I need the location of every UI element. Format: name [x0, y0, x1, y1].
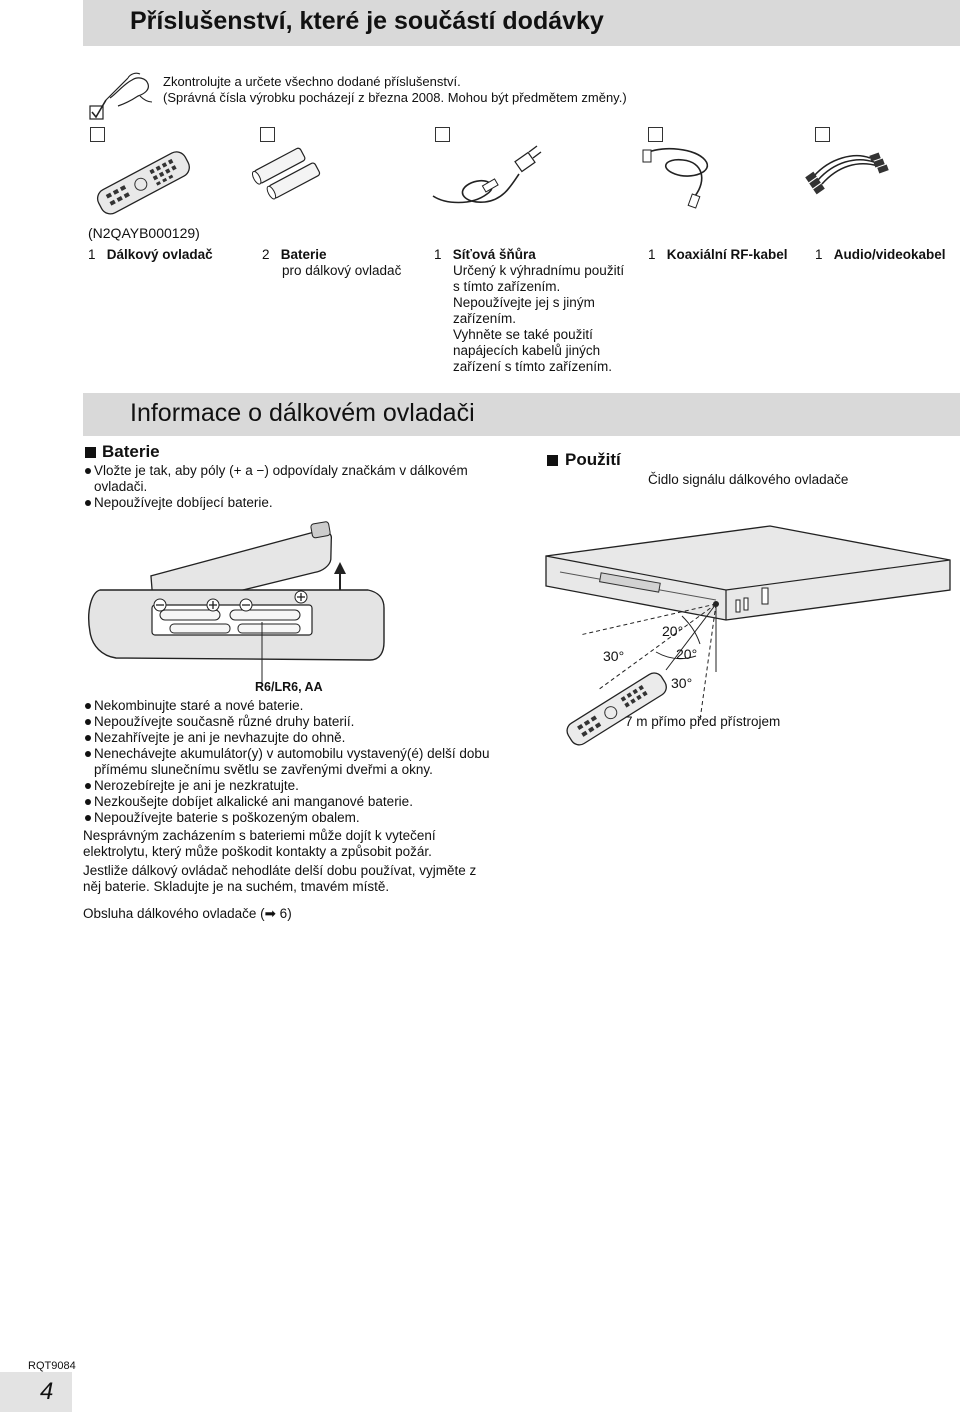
leak-note-line: elektrolytu, který může poškodit kontakty a způsobit požár.	[83, 844, 432, 859]
warning-item-cont: přímému slunečnímu světlu se zavřenými dveřmi a okny.	[94, 762, 433, 777]
distance-label: 7 m přímo před přístrojem	[625, 714, 781, 729]
intro-line-1: Zkontrolujte a určete všechno dodané příslušenství.	[163, 74, 461, 89]
square-bullet-icon	[85, 447, 96, 458]
accessory-name: Síťová šňůra	[452, 247, 536, 262]
accessory-qty: 1	[88, 247, 96, 262]
batteries-illustration	[250, 148, 325, 198]
instruction-item: Vložte je tak, aby póly (+ a −) odpovídaly značkám v dálkovém	[85, 463, 468, 479]
warning-item: Nezahřívejte je ani je nevhazujte do ohně.	[85, 730, 489, 746]
accessory-qty: 2	[262, 247, 270, 262]
angle-down-label: 20°	[676, 646, 698, 662]
accessory-name: Dálkový ovladač	[106, 247, 213, 262]
leak-note-line: Nesprávným zacházením s bateriemi může dojít k vytečení	[83, 828, 436, 843]
batteries-instructions	[85, 463, 468, 511]
batteries-heading: Baterie	[102, 442, 160, 461]
accessory-desc: s tímto zařízením.	[453, 279, 561, 294]
section-title: Informace o dálkovém ovladači	[130, 399, 475, 427]
accessory-desc: Nepoužívejte jej s jiným	[453, 295, 595, 310]
accessory-name: Audio/videokabel	[833, 247, 946, 262]
warning-item: Nezkoušejte dobíjet alkalické ani manganové baterie.	[85, 794, 489, 810]
instruction-item: Nepoužívejte dobíjecí baterie.	[85, 495, 468, 511]
checkbox-remote[interactable]	[90, 127, 105, 142]
remote-part-number: (N2QAYB000129)	[88, 225, 200, 241]
power-cord-illustration	[425, 138, 545, 213]
square-bullet-icon	[547, 455, 558, 466]
intro-text	[163, 74, 627, 106]
page-title: Příslušenství, které je součástí dodávky	[130, 7, 604, 35]
remove-note-line: Jestliže dálkový ovládač nehodláte delší dobu používat, vyjměte z	[83, 863, 477, 878]
warning-item: Nepoužívejte baterie s poškozeným obalem.	[85, 810, 489, 826]
warning-item: Nekombinujte staré a nové baterie.	[85, 698, 489, 714]
av-cable-illustration	[800, 140, 890, 200]
check-hand-icon	[88, 70, 158, 122]
accessory-rf-cable	[648, 247, 788, 263]
accessory-desc: pro dálkový ovladač	[282, 263, 402, 278]
warning-item: Nepoužívejte současně různé druhy baterií.	[85, 714, 489, 730]
instruction-item-cont: ovladači.	[94, 479, 148, 494]
sensor-label: Čidlo signálu dálkového ovladače	[648, 472, 849, 487]
accessory-qty: 1	[815, 247, 823, 262]
angle-up-label: 20°	[662, 623, 684, 639]
remote-operation-ref[interactable]: Obsluha dálkového ovladače (➡ 6)	[83, 906, 292, 921]
accessory-desc: zařízení s tímto zařízením.	[453, 359, 613, 374]
accessory-qty: 1	[648, 247, 656, 262]
accessory-remote	[88, 247, 213, 263]
leak-note	[83, 828, 436, 860]
accessory-desc: zařízením.	[453, 311, 517, 326]
intro-line-2: (Správná čísla výrobku pocházejí z března 2008. Mohou být předmětem změny.)	[163, 90, 627, 105]
accessory-av-cable	[815, 247, 946, 263]
accessory-power-cord	[434, 247, 624, 375]
accessory-qty: 1	[434, 247, 442, 262]
page-number: 4	[40, 1378, 54, 1405]
angle-right-label: 30°	[671, 675, 693, 691]
document-code: RQT9084	[28, 1360, 76, 1372]
remote-usage-illustration	[540, 520, 960, 740]
accessory-desc: napájecích kabelů jiných	[453, 343, 601, 358]
battery-insertion-illustration	[80, 510, 390, 688]
remote-control-illustration	[88, 150, 198, 215]
checkbox-batteries[interactable]	[260, 127, 275, 142]
remove-note-line: něj baterie. Skladujte je na suchém, tmavém místě.	[83, 879, 390, 894]
remove-note	[83, 863, 476, 895]
warning-item: Nenechávejte akumulátor(y) v automobilu vystavený(é) delší dobu	[85, 746, 489, 762]
warning-item: Nerozebírejte je ani je nezkratujte.	[85, 778, 489, 794]
rf-cable-illustration	[635, 140, 725, 215]
usage-heading: Použití	[565, 450, 621, 469]
page-number-box	[0, 1372, 72, 1412]
battery-type-label: R6/LR6, AA	[255, 680, 323, 694]
accessory-batteries	[262, 247, 401, 279]
accessory-name: Baterie	[280, 247, 327, 262]
battery-warnings-list	[85, 698, 489, 826]
accessory-desc: Vyhněte se také použití	[453, 327, 593, 342]
accessory-desc: Určený k výhradnímu použití	[453, 263, 625, 278]
accessory-name: Koaxiální RF-kabel	[666, 247, 788, 262]
angle-left-label: 30°	[603, 648, 625, 664]
